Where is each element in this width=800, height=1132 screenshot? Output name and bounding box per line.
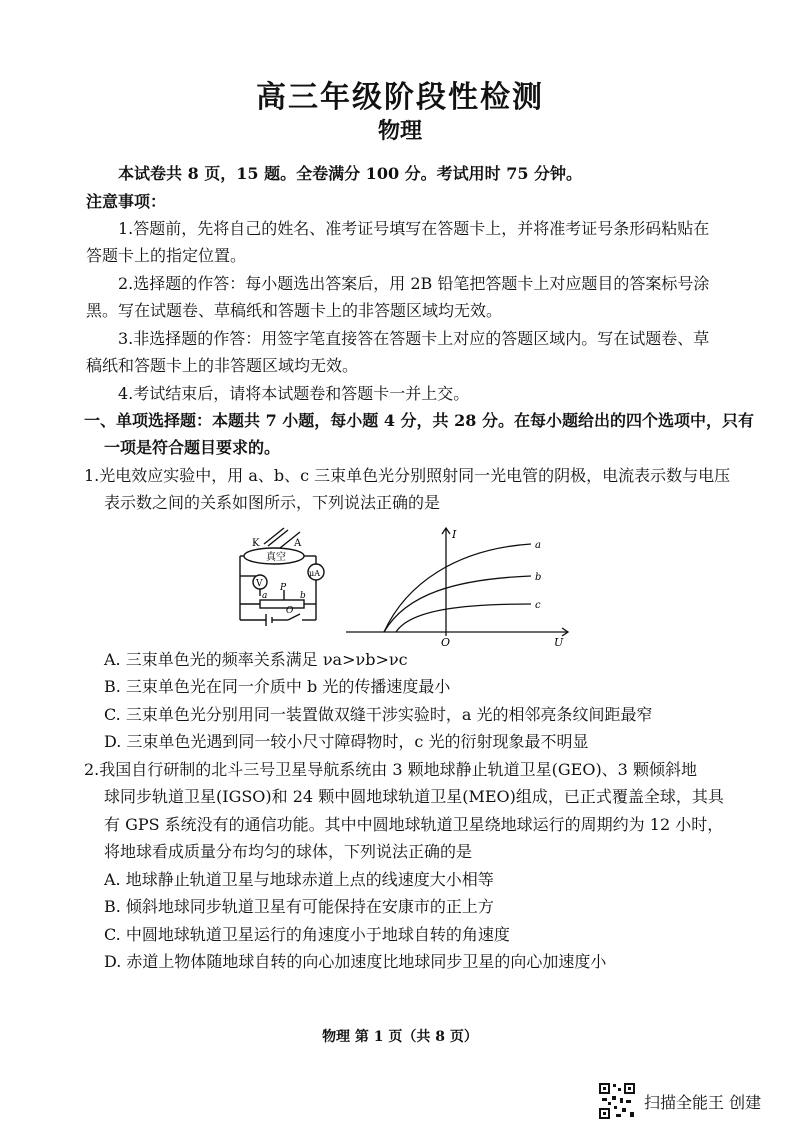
label-a: A [294,538,302,549]
question-2-stem: 有 GPS 系统没有的通信功能。其中中圆地球轨道卫星绕地球运行的周期约为 12 小时， [104,815,724,834]
exam-intro: 本试卷共 8 页，15 题。全卷满分 100 分。考试用时 75 分钟。 [118,164,583,183]
section-heading: 一项是符合题目要求的。 [104,438,281,457]
question-2-stem: 将地球看成质量分布均匀的球体，下列说法正确的是 [104,842,473,861]
notice-heading: 注意事项： [86,192,167,211]
label-i: I [452,528,457,541]
question-2-stem: 2.我国自行研制的北斗三号卫星导航系统由 3 颗地球静止轨道卫星(GEO)、3 颗倾斜地 [84,760,697,779]
question-2-option-d: D. 赤道上物体随地球自转的向心加速度比地球同步卫星的向心加速度小 [104,952,607,971]
qr-code-icon [598,1082,636,1120]
notice-line: 4.考试结束后，请将本试题卷和答题卡一并上交。 [118,384,470,403]
label-u: U [554,636,564,649]
question-1-option-b: B. 三束单色光在同一介质中 b 光的传播速度最小 [104,677,451,696]
label-pb: b [300,591,306,601]
page-title: 高三年级阶段性检测 [256,80,544,115]
scanner-watermark: 扫描全能王 创建 [644,1093,762,1112]
curve-a [384,544,531,632]
question-1-stem: 1.光电效应实验中，用 a、b、c 三束单色光分别照射同一光电管的阴极，电流表示数与电压 [84,466,731,485]
section-heading: 一、单项选择题：本题共 7 小题，每小题 4 分，共 28 分。在每小题给出的四个选项中，只有 [84,411,754,430]
notice-line: 1.答题前，先将自己的姓名、准考证号填写在答题卡上，并将准考证号条形码粘贴在 [118,219,710,238]
notice-line: 2.选择题的作答：每小题选出答案后，用 2B 铅笔把答题卡上对应题目的答案标号涂 [118,274,710,293]
question-1-option-a: A. 三束单色光的频率关系满足 νa>νb>νc [104,650,408,669]
label-ammeter: μA [309,569,320,578]
notice-line: 3.非选择题的作答：用签字笔直接答在答题卡上对应的答题区域内。写在试题卷、草 [118,329,710,348]
notice-line: 答题卡上的指定位置。 [86,246,247,265]
question-2-option-c: C. 中圆地球轨道卫星运行的角速度小于地球自转的角速度 [104,925,510,944]
label-p: P [280,583,287,593]
question-2-stem: 球同步轨道卫星(IGSO)和 24 颗中圆地球轨道卫星(MEO)组成，已正式覆盖全球，其具 [104,787,724,806]
subject-title: 物理 [377,118,422,144]
label-vacuum: 真空 [266,552,286,563]
label-curve-b: b [535,572,542,583]
label-o: O [286,606,294,616]
label-origin: O [441,636,451,649]
rheostat [260,600,304,608]
question-1-stem: 表示数之间的关系如图所示，下列说法正确的是 [104,493,441,512]
label-voltmeter: V [256,579,263,589]
label-k: K [252,538,260,549]
page-footer: 物理 第 1 页（共 8 页） [322,1029,478,1045]
question-1-option-c: C. 三束单色光分别用同一装置做双缝干涉实验时，a 光的相邻亮条纹间距最窄 [104,705,653,724]
circuit-diagram [236,524,336,642]
notice-line: 黑。写在试题卷、草稿纸和答题卡上的非答题区域均无效。 [86,301,503,320]
question-2-option-b: B. 倾斜地球同步轨道卫星有可能保持在安康市的正上方 [104,897,494,916]
label-pa: a [262,591,268,601]
question-2-option-a: A. 地球静止轨道卫星与地球赤道上点的线速度大小相等 [104,870,494,889]
label-curve-a: a [535,540,541,551]
label-curve-c: c [535,600,541,611]
question-1-option-d: D. 三束单色光遇到同一较小尺寸障碍物时，c 光的衍射现象最不明显 [104,732,589,751]
curve-c [396,604,531,632]
notice-line: 稿纸和答题卡上的非答题区域均无效。 [86,356,359,375]
iu-graph [346,524,576,649]
